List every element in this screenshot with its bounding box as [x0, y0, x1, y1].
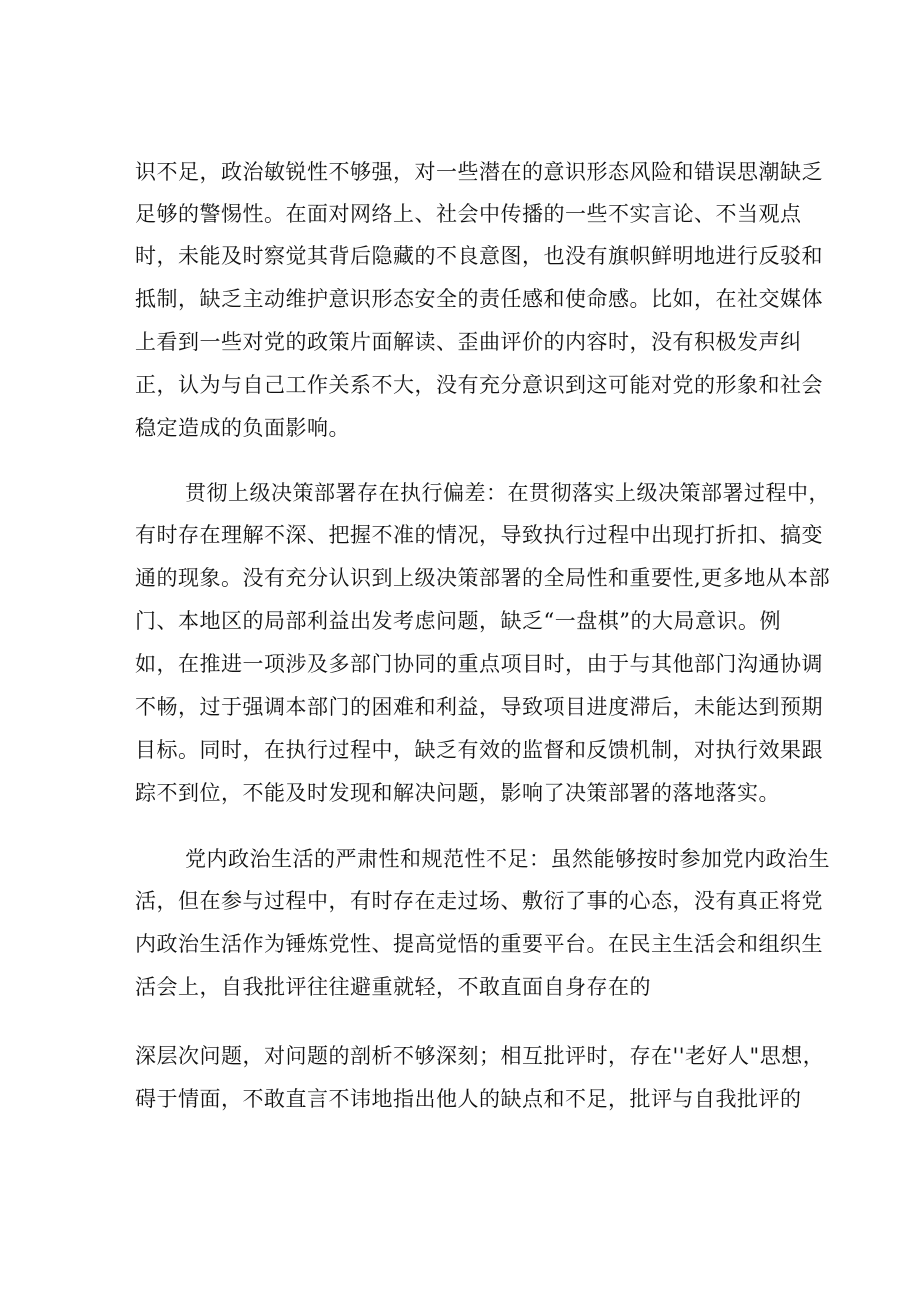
text-line: 如，在推进一项涉及多部门协同的重点项目时，由于与其他部门沟通协调	[135, 652, 823, 676]
text-line: 活会上，自我批评往往避重就轻，不敢直面自身存在的	[135, 975, 651, 999]
text-line: 踪不到位，不能及时发现和解决问题，影响了决策部署的落地落实。	[135, 781, 780, 805]
paragraph-first-line: 党内政治生活的严肃性和规范性不足：虽然能够按时参加党内政治生	[185, 847, 830, 871]
text-line: 门、本地区的局部利益出发考虑问题，缺乏“一盘棋”的大局意识。例	[135, 609, 781, 633]
text-line: 时，未能及时察觉其背后隐藏的不良意图，也没有旗帜鲜明地进行反驳和	[135, 244, 823, 268]
text-line: 活，但在参与过程中，有时存在走过场、敷衍了事的心态，没有真正将党	[135, 889, 823, 913]
text-line: 碍于情面，不敢直言不讳地指出他人的缺点和不足，批评与自我批评的	[135, 1087, 802, 1111]
text-line: 目标。同时，在执行过程中，缺乏有效的监督和反馈机制，对执行效果跟	[135, 738, 823, 762]
text-line: 正，认为与自己工作关系不大，没有充分意识到这可能对党的形象和社会	[135, 373, 823, 397]
text-line: 通的现象。没有充分认识到上级决策部署的全局性和重要性,更多地从本部	[135, 566, 831, 590]
text-line: 识不足，政治敏锐性不够强，对一些潜在的意识形态风险和错误思潮缺乏	[135, 160, 823, 184]
text-line: 抵制，缺乏主动维护意识形态安全的责任感和使命感。比如，在社交媒体	[135, 287, 823, 311]
paragraph-first-line: 贯彻上级决策部署存在执行偏差：在贯彻落实上级决策部署过程中，	[185, 481, 830, 505]
text-line: 内政治生活作为锤炼党性、提高觉悟的重要平台。在民主生活会和组织生	[135, 932, 823, 956]
text-line: 稳定造成的负面影响。	[135, 416, 350, 440]
text-line: 有时存在理解不深、把握不准的情况，导致执行过程中出现打折扣、搞变	[135, 523, 823, 547]
text-line: 上看到一些对党的政策片面解读、歪曲评价的内容时，没有积极发声纠	[135, 330, 802, 354]
text-line: 足够的警惕性。在面对网络上、社会中传播的一些不实言论、不当观点	[135, 202, 802, 226]
text-line: 深层次问题，对问题的剖析不够深刻；相互批评时，存在''老好人"思想，	[135, 1044, 825, 1068]
text-line: 不畅，过于强调本部门的困难和利益，导致项目进度滞后，未能达到预期	[135, 695, 823, 719]
